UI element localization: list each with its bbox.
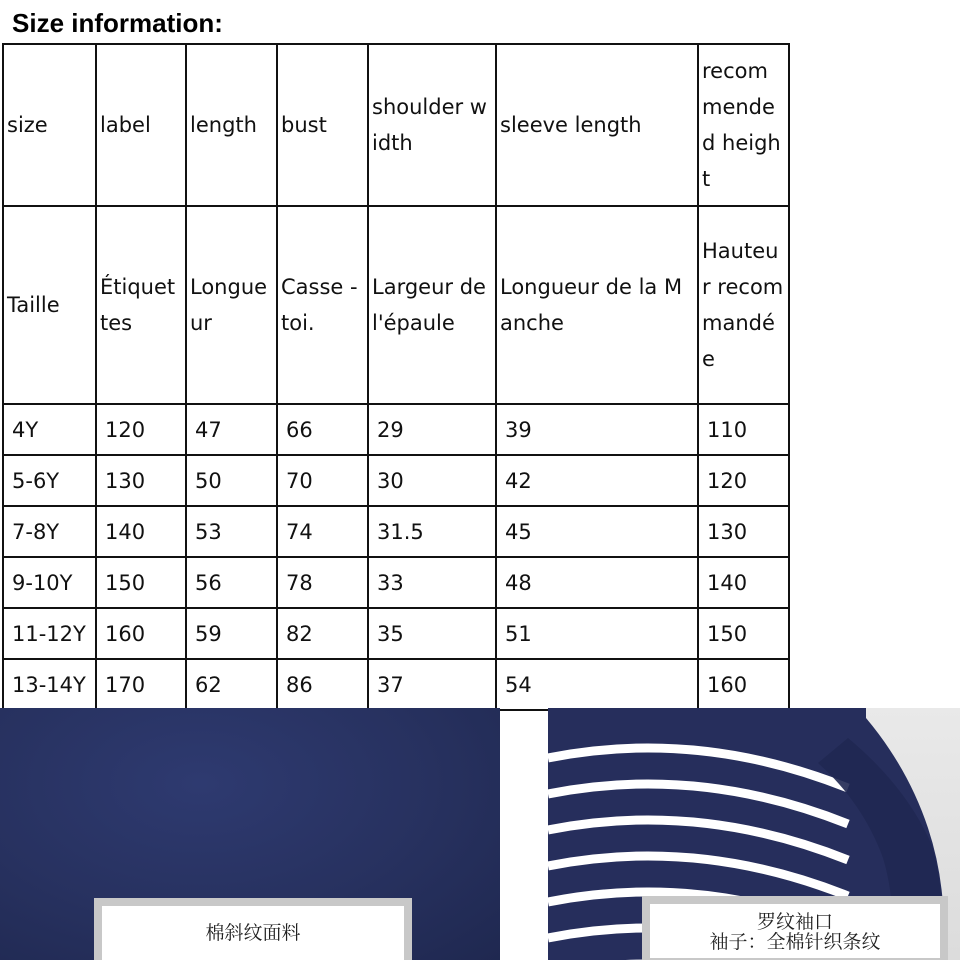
- page-title: Size information:: [12, 8, 223, 38]
- table-cell: 13-14Y: [3, 659, 96, 710]
- size-table-body: [3, 44, 789, 710]
- table-cell: 37: [368, 659, 496, 710]
- table-cell: 50: [186, 455, 277, 506]
- table-row: [3, 404, 789, 455]
- table-cell: 110: [698, 404, 789, 455]
- table-cell: 150: [96, 557, 186, 608]
- table-row: [3, 506, 789, 557]
- table-cell: Largeur de l'épaule: [368, 206, 496, 404]
- fabric-label: 棉斜纹面料: [205, 922, 301, 944]
- table-row: [3, 608, 789, 659]
- table-cell: 42: [496, 455, 698, 506]
- header-row-english: [3, 44, 789, 206]
- table-cell: Casse - toi.: [277, 206, 368, 404]
- table-cell: Hauteur recommandée: [698, 206, 789, 404]
- table-cell: bust: [277, 44, 368, 206]
- table-cell: size: [3, 44, 96, 206]
- table-cell: 130: [698, 506, 789, 557]
- header-row-french: [3, 206, 789, 404]
- table-cell: 5-6Y: [3, 455, 96, 506]
- table-cell: 82: [277, 608, 368, 659]
- table-row: [3, 455, 789, 506]
- table-cell: 29: [368, 404, 496, 455]
- size-table: [2, 43, 790, 711]
- table-cell: 30: [368, 455, 496, 506]
- sleeve-label-box: [642, 896, 948, 960]
- table-cell: 54: [496, 659, 698, 710]
- table-cell: 39: [496, 404, 698, 455]
- table-cell: 4Y: [3, 404, 96, 455]
- table-cell: Taille: [3, 206, 96, 404]
- table-cell: 150: [698, 608, 789, 659]
- table-cell: Longueur: [186, 206, 277, 404]
- table-cell: 160: [96, 608, 186, 659]
- table-cell: 160: [698, 659, 789, 710]
- table-cell: sleeve length: [496, 44, 698, 206]
- table-cell: label: [96, 44, 186, 206]
- table-row: [3, 659, 789, 710]
- table-cell: length: [186, 44, 277, 206]
- table-cell: 120: [96, 404, 186, 455]
- sleeve-photo: [548, 708, 960, 960]
- table-cell: 51: [496, 608, 698, 659]
- table-cell: 48: [496, 557, 698, 608]
- table-cell: 130: [96, 455, 186, 506]
- table-cell: Longueur de la Manche: [496, 206, 698, 404]
- table-cell: 56: [186, 557, 277, 608]
- table-cell: Étiquettes: [96, 206, 186, 404]
- table-cell: 120: [698, 455, 789, 506]
- table-cell: 33: [368, 557, 496, 608]
- table-cell: 140: [96, 506, 186, 557]
- table-cell: 70: [277, 455, 368, 506]
- sleeve-label-line2: 袖子：全棉针织条纹: [709, 931, 881, 953]
- table-cell: 59: [186, 608, 277, 659]
- table-cell: 62: [186, 659, 277, 710]
- table-cell: 170: [96, 659, 186, 710]
- table-cell: shoulder width: [368, 44, 496, 206]
- table-cell: 78: [277, 557, 368, 608]
- table-cell: 7-8Y: [3, 506, 96, 557]
- table-cell: 9-10Y: [3, 557, 96, 608]
- table-row: [3, 557, 789, 608]
- table-cell: 11-12Y: [3, 608, 96, 659]
- table-cell: 74: [277, 506, 368, 557]
- table-cell: 47: [186, 404, 277, 455]
- sleeve-label-line1: 罗纹袖口: [756, 911, 833, 933]
- table-cell: 53: [186, 506, 277, 557]
- table-cell: 140: [698, 557, 789, 608]
- table-cell: 66: [277, 404, 368, 455]
- table-cell: 35: [368, 608, 496, 659]
- table-cell: 31.5: [368, 506, 496, 557]
- table-cell: recommended height: [698, 44, 789, 206]
- table-cell: 86: [277, 659, 368, 710]
- fabric-label-box: [94, 898, 412, 960]
- table-cell: 45: [496, 506, 698, 557]
- fabric-photo: [0, 708, 500, 960]
